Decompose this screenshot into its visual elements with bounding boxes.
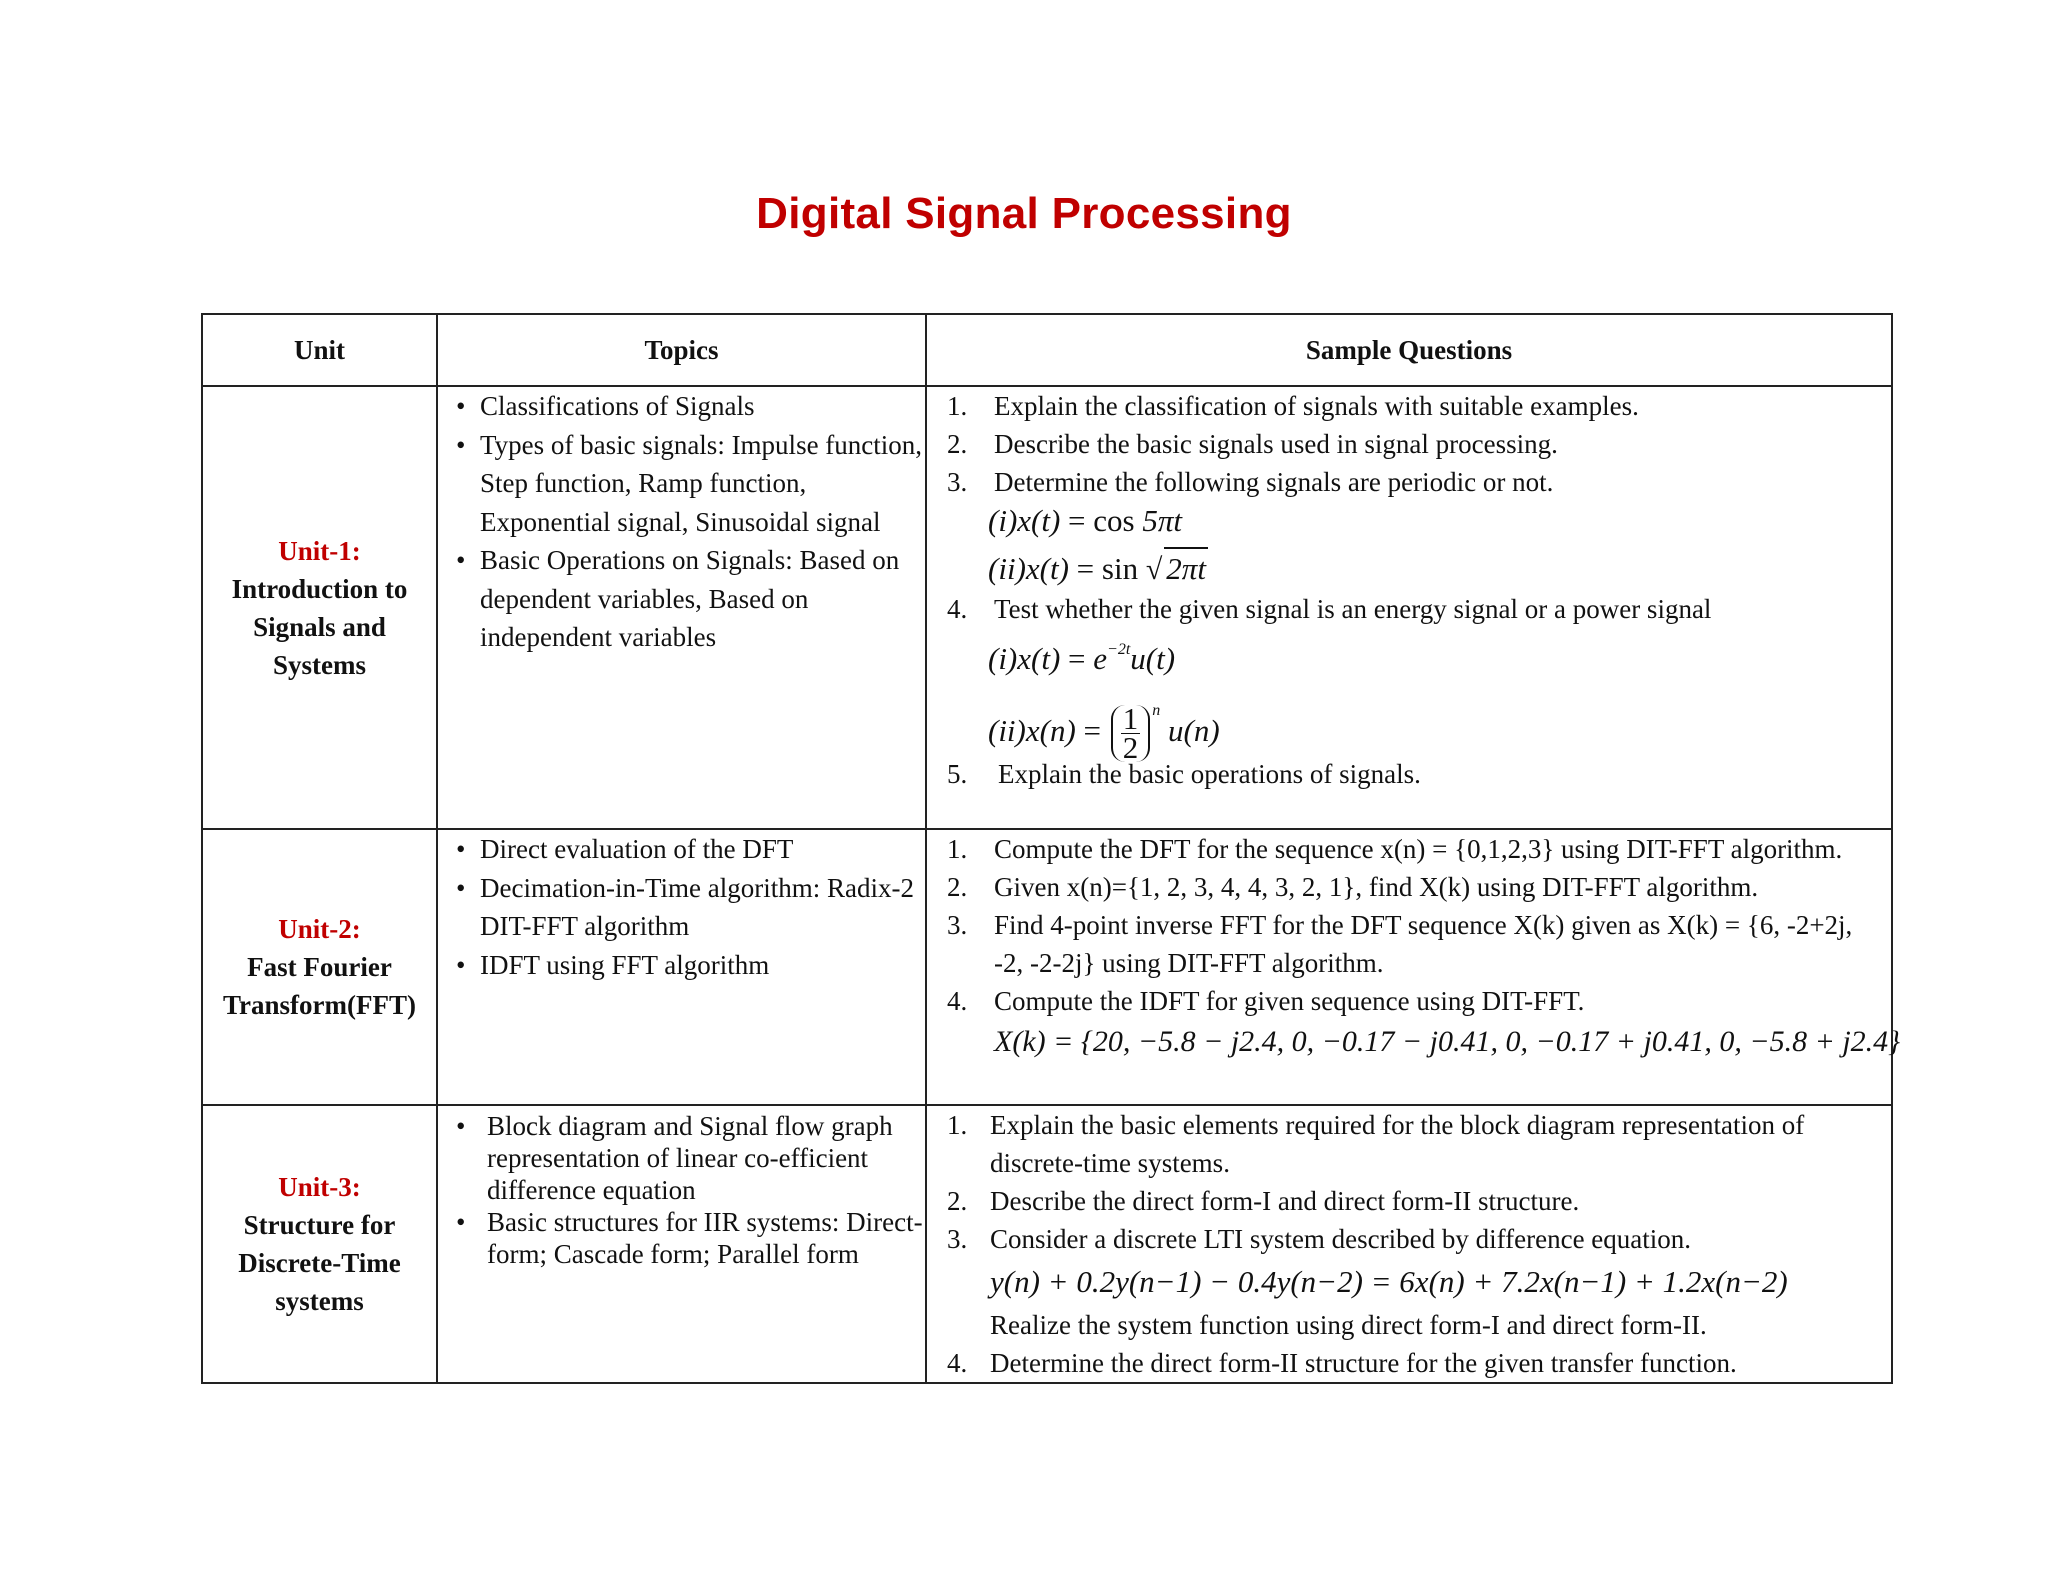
question-item: 3. Determine the following signals are periodic or not. (i)x(t) = cos 5πt (ii)x(t) = sin √ 2πt: [927, 463, 1891, 590]
unit-3-name-line: Structure for: [243, 1210, 396, 1240]
topic-item: • Classifications of Signals: [438, 387, 925, 426]
bullet-icon: •: [456, 949, 466, 980]
unit-1-questions-list: [927, 387, 1891, 793]
topic-item: • Types of basic signals: Impulse function, Step function, Ramp function, Exponential signal, Sinusoidal signal: [438, 426, 925, 542]
bullet-icon: •: [456, 545, 466, 575]
topic-item: • IDFT using FFT algorithm: [438, 946, 925, 985]
unit-3-topics-list: [438, 1110, 925, 1270]
equation: y(n) + 0.2y(n−1) − 0.4y(n−2) = 6x(n) + 7.2x(n−1) + 1.2x(n−2): [990, 1264, 1788, 1299]
unit-2-row: [202, 829, 1892, 1105]
question-item: 4. Compute the IDFT for given sequence using DIT-FFT. X(k) = {20, −5.8 − j2.4, 0, −0.17 − j0.41, 0, −0.17 + j0.41, 0, −5.8 + j2.4}: [927, 982, 1891, 1064]
unit-3-cell: [202, 1105, 437, 1383]
bullet-icon: •: [456, 872, 466, 903]
unit-3-name-line: systems: [275, 1286, 364, 1316]
bullet-icon: •: [456, 1111, 466, 1141]
equation: X(k) = {20, −5.8 − j2.4, 0, −0.17 − j0.41, 0, −0.17 + j0.41, 0, −5.8 + j2.4}: [994, 1025, 1901, 1058]
question-item: 2. Describe the basic signals used in signal processing.: [947, 429, 1558, 459]
topic-item: • Direct evaluation of the DFT: [438, 830, 925, 869]
equation: $(i)x(t) = e^{-2t}u(t)$: [988, 641, 1176, 676]
equation: (i)x(t) = cos 5πt: [988, 503, 1183, 538]
bullet-icon: •: [456, 834, 466, 864]
equation: (ii)x(t) = sin √ 2πt: [988, 547, 1883, 590]
header-topics: Topics: [437, 314, 926, 386]
topic-item: • Decimation-in-Time algorithm: Radix-2 DIT-FFT algorithm: [438, 869, 925, 946]
equation: (ii)x(n) = $\frac{1}{2}$ $^n$ u(n): [988, 701, 1220, 766]
question-followup: Realize the system function using direct form-I and direct form-II.: [990, 1310, 1707, 1340]
question-item: 4. Test whether the given signal is an energy signal or a power signal $(i)x(t) = e^{-2t}u(t)$ (ii)x(n) = $\frac{1}{2}$ $^n$ u(n): [927, 590, 1891, 755]
question-item: 3. Consider a discrete LTI system described by difference equation. y(n) + 0.2y(n−1) − 0.4y(n−2) = 6x(n) + 7.2x(n−1) + 1.2x(n−2) Realize the system function using direct form-I and direct form-II.: [927, 1220, 1891, 1344]
topic-item: • Basic structures for IIR systems: Direct-form; Cascade form; Parallel form: [456, 1207, 923, 1269]
unit-3-code: Unit-3:: [278, 1172, 361, 1202]
unit-3-name-line: Discrete-Time: [238, 1248, 401, 1278]
topic-item: • Block diagram and Signal flow graph representation of linear co-efficient difference equation: [456, 1111, 893, 1205]
question-item: 1. Explain the classification of signals with suitable examples.: [947, 391, 1639, 421]
unit-1-questions-cell: [926, 386, 1892, 829]
unit-2-name-line: Fast Fourier: [247, 952, 392, 982]
unit-2-questions-list: [927, 830, 1901, 1064]
unit-1-topics-cell: [437, 386, 926, 829]
unit-1-topics-list: [438, 387, 925, 657]
unit-2-name-line: Transform(FFT): [223, 990, 416, 1020]
unit-1-cell: [202, 386, 437, 829]
page-title: Digital Signal Processing: [756, 189, 1292, 238]
question-item: 1. Explain the basic elements required for the block diagram representation of discrete-time systems.: [947, 1110, 1805, 1178]
unit-1-name-line: Systems: [273, 649, 366, 680]
question-item: 2. Given x(n)={1, 2, 3, 4, 4, 3, 2, 1}, find X(k) using DIT-FFT algorithm.: [947, 872, 1759, 902]
header-sample-questions: Sample Questions: [926, 314, 1892, 386]
header-unit: Unit: [202, 314, 437, 386]
question-item: 5. Explain the basic operations of signals.: [947, 759, 1421, 789]
unit-1-code: Unit-1:: [278, 535, 361, 566]
unit-2-questions-cell: [926, 829, 1901, 1105]
unit-1-name-line: Signals and: [253, 611, 386, 642]
unit-2-topics-list: [438, 830, 925, 984]
unit-1-row: [202, 386, 1892, 829]
header-row: [202, 314, 1892, 386]
unit-3-questions-cell: [926, 1105, 1892, 1383]
unit-1-name-line: Introduction to: [231, 573, 408, 604]
unit-3-row: [202, 1105, 1892, 1383]
topic-item: • Basic Operations on Signals: Based on dependent variables, Based on independent variables: [438, 541, 925, 657]
question-item: 4. Determine the direct form-II structure for the given transfer function.: [947, 1348, 1737, 1378]
bullet-icon: •: [456, 391, 466, 421]
unit-2-topics-cell: [437, 829, 926, 1105]
unit-2-code: Unit-2:: [278, 914, 361, 944]
question-item: 2. Describe the direct form-I and direct form-II structure.: [947, 1186, 1580, 1216]
bullet-icon: •: [456, 1207, 466, 1237]
syllabus-table: [201, 313, 1901, 1384]
unit-3-topics-cell: [437, 1105, 926, 1383]
bullet-icon: •: [456, 429, 466, 460]
unit-3-questions-list: [927, 1106, 1891, 1382]
question-item: 1. Compute the DFT for the sequence x(n) = {0,1,2,3} using DIT-FFT algorithm.: [947, 834, 1843, 864]
unit-2-cell: [202, 829, 437, 1105]
question-item: 3. Find 4-point inverse FFT for the DFT sequence X(k) given as X(k) = {6, -2+2j, -2, -2-2j} using DIT-FFT algorithm.: [947, 910, 1853, 978]
